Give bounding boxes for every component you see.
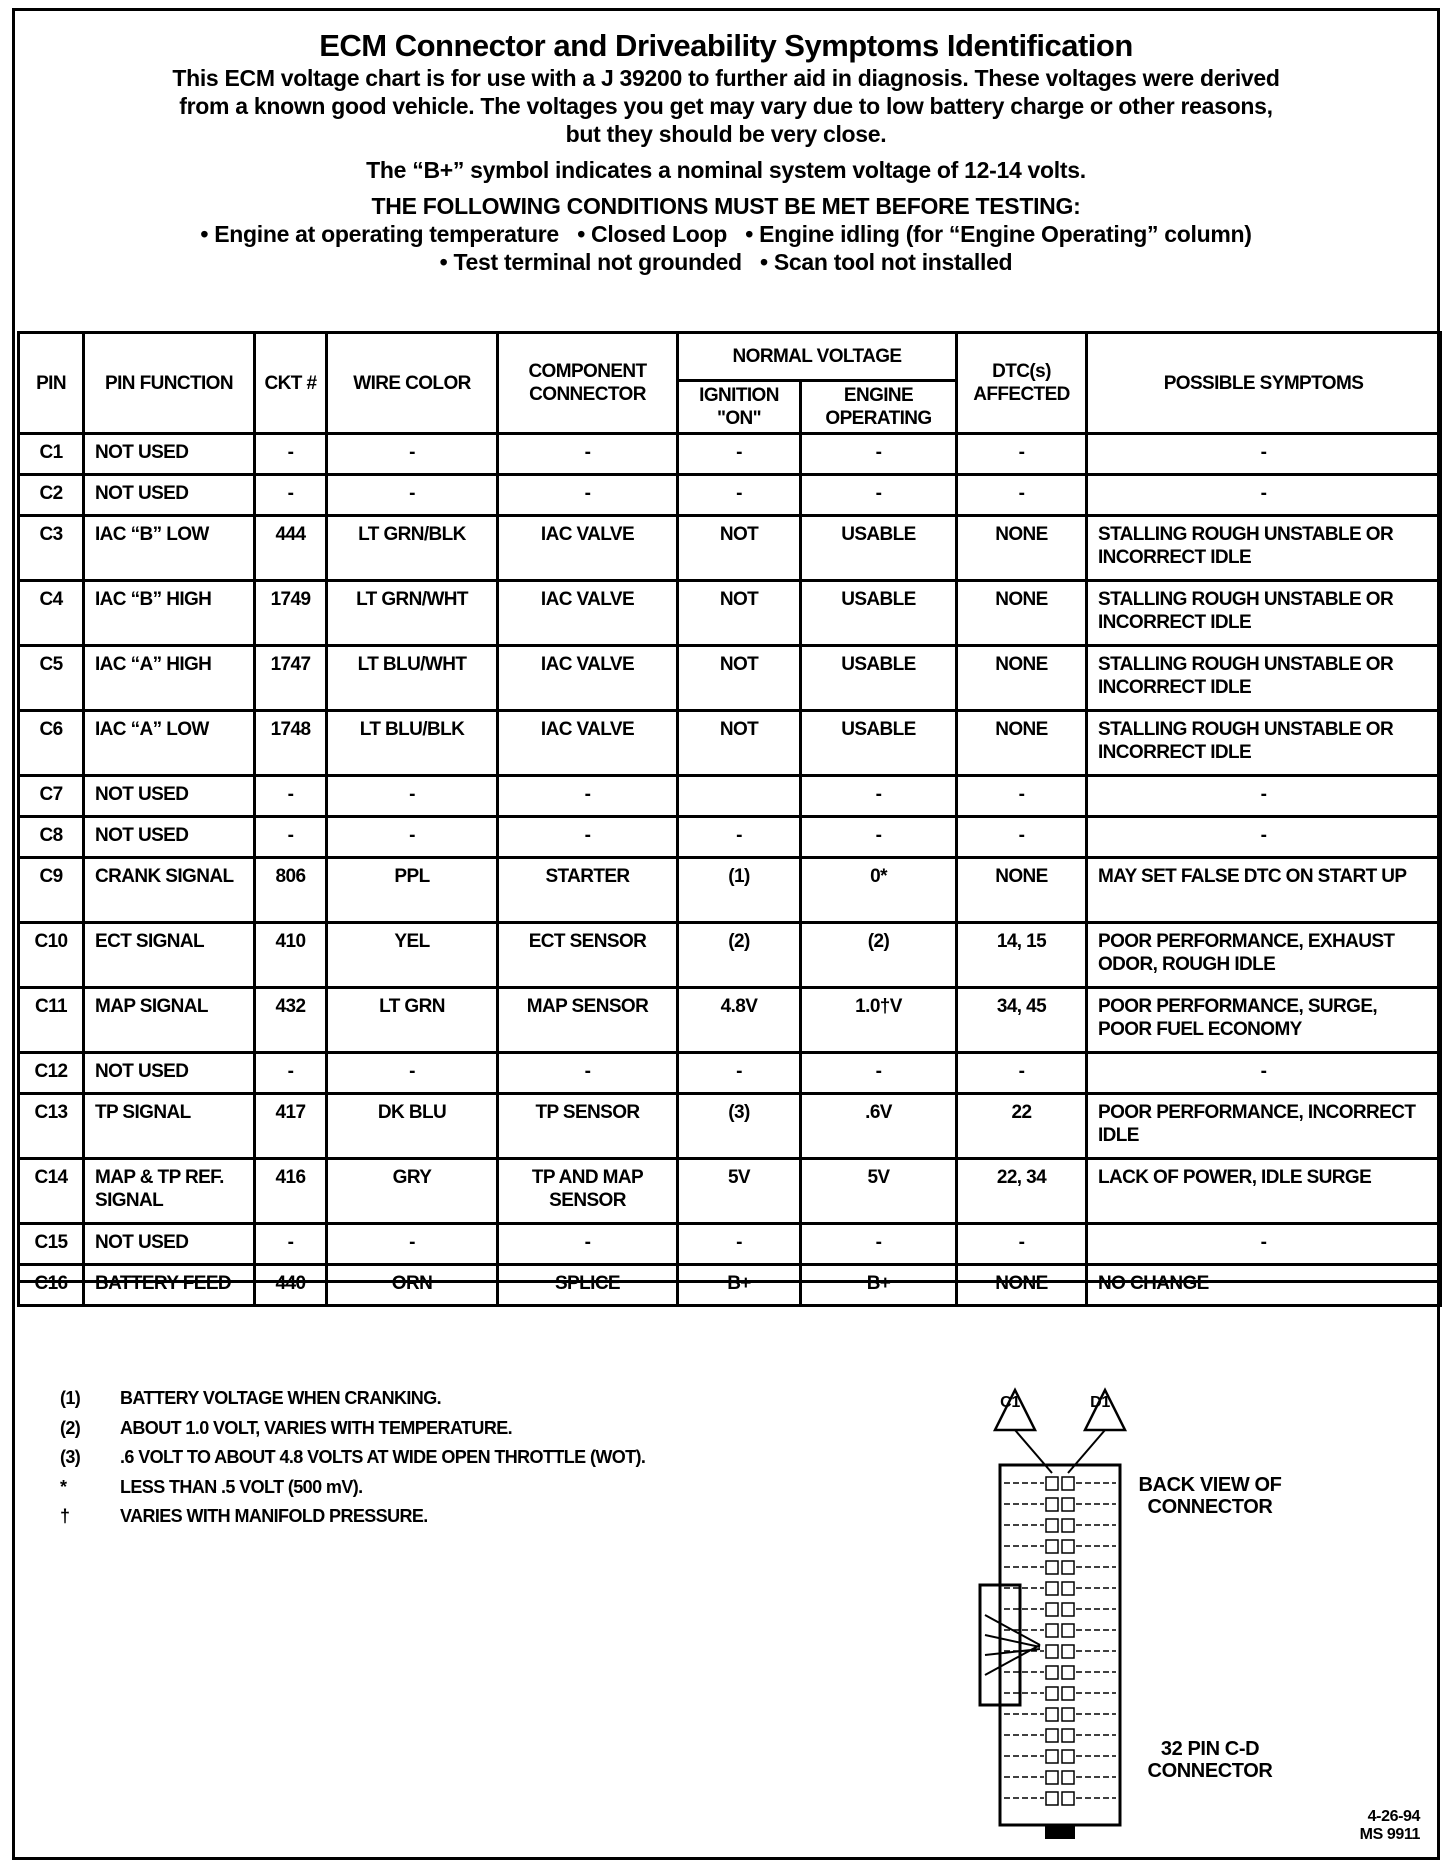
cell-component: - xyxy=(498,475,678,516)
cell-wire-color: LT BLU/WHT xyxy=(327,646,498,711)
cell-wire-color: PPL xyxy=(327,858,498,923)
cell-pin-function: IAC “B” LOW xyxy=(84,516,255,581)
cell-pin: C15 xyxy=(19,1224,84,1265)
cell-pin: C10 xyxy=(19,923,84,988)
cell-symptoms: POOR PERFORMANCE, SURGE, POOR FUEL ECONOMY xyxy=(1087,988,1441,1053)
header-normal-voltage: NORMAL VOLTAGE xyxy=(678,333,957,381)
header-symptoms: POSSIBLE SYMPTOMS xyxy=(1087,333,1441,434)
connector-label: 32 PIN C-D CONNECTOR xyxy=(1147,1738,1273,1782)
footnote-text: .6 VOLT TO ABOUT 4.8 VOLTS AT WIDE OPEN THROTTLE (WOT). xyxy=(120,1447,646,1467)
table-row xyxy=(19,711,1441,776)
cell-engine-operating-voltage: USABLE xyxy=(801,581,957,646)
cell-pin: C11 xyxy=(19,988,84,1053)
cell-pin: C13 xyxy=(19,1094,84,1159)
cell-symptoms: STALLING ROUGH UNSTABLE OR INCORRECT IDLE xyxy=(1087,516,1441,581)
cell-ckt: - xyxy=(255,1053,327,1094)
cell-ckt: 444 xyxy=(255,516,327,581)
footnote-mark: (1) xyxy=(60,1388,81,1408)
cell-component: ECT SENSOR xyxy=(498,923,678,988)
cell-symptoms: - xyxy=(1087,475,1441,516)
cell-ignition-on-voltage: (3) xyxy=(678,1094,801,1159)
cell-symptoms: - xyxy=(1087,434,1441,475)
intro-line: from a known good vehicle. The voltages you get may vary due to low battery charge or other reasons, xyxy=(179,93,1273,119)
cell-pin-function: NOT USED xyxy=(84,475,255,516)
pin-d1-label: D1 xyxy=(1090,1394,1110,1411)
footnote-text: LESS THAN .5 VOLT (500 mV). xyxy=(120,1476,363,1497)
table-row xyxy=(19,776,1441,817)
cell-symptoms: - xyxy=(1087,776,1441,817)
cell-ignition-on-voltage: B+ xyxy=(678,1265,801,1306)
cell-pin-function: IAC “B” HIGH xyxy=(84,581,255,646)
cell-engine-operating-voltage: USABLE xyxy=(801,646,957,711)
cell-pin: C2 xyxy=(19,475,84,516)
table-row xyxy=(19,1159,1441,1224)
cell-wire-color: LT GRN/WHT xyxy=(327,581,498,646)
cell-wire-color: - xyxy=(327,1053,498,1094)
cell-pin-function: ECT SIGNAL xyxy=(84,923,255,988)
conditions-heading: THE FOLLOWING CONDITIONS MUST BE MET BEFORE TESTING: xyxy=(371,193,1081,219)
cell-ckt: 1748 xyxy=(255,711,327,776)
cell-dtc: - xyxy=(957,776,1087,817)
cell-engine-operating-voltage: B+ xyxy=(801,1265,957,1306)
cell-symptoms: NO CHANGE xyxy=(1087,1265,1441,1306)
cell-wire-color: YEL xyxy=(327,923,498,988)
table-row xyxy=(19,1265,1441,1306)
footnote xyxy=(60,1443,645,1473)
cell-pin-function: NOT USED xyxy=(84,1053,255,1094)
cell-engine-operating-voltage: (2) xyxy=(801,923,957,988)
cell-dtc: - xyxy=(957,475,1087,516)
cell-pin-function: NOT USED xyxy=(84,434,255,475)
cell-pin: C1 xyxy=(19,434,84,475)
cell-wire-color: - xyxy=(327,475,498,516)
cell-component: STARTER xyxy=(498,858,678,923)
cell-component: IAC VALVE xyxy=(498,516,678,581)
cell-engine-operating-voltage: - xyxy=(801,475,957,516)
cell-pin-function: MAP SIGNAL xyxy=(84,988,255,1053)
table-row xyxy=(19,1224,1441,1265)
bplus-note: The “B+” symbol indicates a nominal system voltage of 12-14 volts. xyxy=(366,157,1086,183)
cell-pin-function: IAC “A” LOW xyxy=(84,711,255,776)
cell-ckt: - xyxy=(255,434,327,475)
table-row xyxy=(19,817,1441,858)
header-pin-function: PIN FUNCTION xyxy=(84,333,255,434)
cell-ignition-on-voltage: (1) xyxy=(678,858,801,923)
cell-pin: C6 xyxy=(19,711,84,776)
cell-engine-operating-voltage: 1.0†V xyxy=(801,988,957,1053)
footnote-mark: (2) xyxy=(60,1417,81,1438)
cell-ignition-on-voltage: - xyxy=(678,434,801,475)
cell-symptoms: - xyxy=(1087,1053,1441,1094)
cell-component: IAC VALVE xyxy=(498,581,678,646)
cell-pin: C12 xyxy=(19,1053,84,1094)
conditions-line: • Test terminal not grounded • Scan tool not installed xyxy=(439,249,1013,275)
conditions-line: • Engine at operating temperature • Closed Loop • Engine idling (for “Engine Operating” column) xyxy=(200,221,1252,247)
cell-pin-function: MAP & TP REF. SIGNAL xyxy=(84,1159,255,1224)
cell-ignition-on-voltage: 5V xyxy=(678,1159,801,1224)
chart-header xyxy=(12,20,1440,276)
cell-wire-color: LT GRN xyxy=(327,988,498,1053)
cell-ckt: 432 xyxy=(255,988,327,1053)
cell-engine-operating-voltage: USABLE xyxy=(801,711,957,776)
footnote-mark: * xyxy=(60,1476,67,1497)
cell-component: - xyxy=(498,1224,678,1265)
table-row xyxy=(19,646,1441,711)
divider xyxy=(17,1280,1439,1283)
ref-label: MS 9911 xyxy=(1359,1826,1420,1843)
cell-dtc: NONE xyxy=(957,711,1087,776)
cell-wire-color: - xyxy=(327,1224,498,1265)
cell-dtc: 22 xyxy=(957,1094,1087,1159)
cell-symptoms: STALLING ROUGH UNSTABLE OR INCORRECT IDLE xyxy=(1087,581,1441,646)
cell-ignition-on-voltage: NOT xyxy=(678,581,801,646)
cell-ignition-on-voltage: - xyxy=(678,1224,801,1265)
cell-wire-color: GRY xyxy=(327,1159,498,1224)
cell-ignition-on-voltage: NOT xyxy=(678,711,801,776)
cell-dtc: - xyxy=(957,1053,1087,1094)
header-component-connector: COMPONENT CONNECTOR xyxy=(498,333,678,434)
cell-ckt: 410 xyxy=(255,923,327,988)
intro-line: but they should be very close. xyxy=(565,121,887,147)
table-row xyxy=(19,434,1441,475)
cell-component: MAP SENSOR xyxy=(498,988,678,1053)
cell-symptoms: LACK OF POWER, IDLE SURGE xyxy=(1087,1159,1441,1224)
table-row xyxy=(19,923,1441,988)
cell-ignition-on-voltage: - xyxy=(678,475,801,516)
cell-component: IAC VALVE xyxy=(498,711,678,776)
header-ckt: CKT # xyxy=(255,333,327,434)
table-row xyxy=(19,1053,1441,1094)
cell-engine-operating-voltage: - xyxy=(801,1224,957,1265)
cell-component: TP SENSOR xyxy=(498,1094,678,1159)
cell-engine-operating-voltage: .6V xyxy=(801,1094,957,1159)
footnote-text: BATTERY VOLTAGE WHEN CRANKING. xyxy=(120,1388,441,1408)
cell-symptoms: POOR PERFORMANCE, EXHAUST ODOR, ROUGH IDLE xyxy=(1087,923,1441,988)
cell-component: - xyxy=(498,817,678,858)
cell-ckt: 416 xyxy=(255,1159,327,1224)
cell-component: SPLICE xyxy=(498,1265,678,1306)
cell-ckt: 1749 xyxy=(255,581,327,646)
cell-ignition-on-voltage xyxy=(678,776,801,817)
ecm-pin-table xyxy=(17,331,1442,1307)
table-row xyxy=(19,581,1441,646)
pin-c1-label: C1 xyxy=(1000,1394,1020,1411)
page-title: ECM Connector and Driveability Symptoms Identification xyxy=(319,28,1133,63)
footnote-mark: (3) xyxy=(60,1447,81,1467)
cell-symptoms: MAY SET FALSE DTC ON START UP xyxy=(1087,858,1441,923)
cell-dtc: NONE xyxy=(957,1265,1087,1306)
cell-ignition-on-voltage: - xyxy=(678,817,801,858)
cell-component: IAC VALVE xyxy=(498,646,678,711)
cell-ignition-on-voltage: NOT xyxy=(678,516,801,581)
cell-wire-color: DK BLU xyxy=(327,1094,498,1159)
cell-dtc: 22, 34 xyxy=(957,1159,1087,1224)
header-dtc: DTC(s) AFFECTED xyxy=(957,333,1087,434)
cell-pin: C16 xyxy=(19,1265,84,1306)
cell-wire-color: LT GRN/BLK xyxy=(327,516,498,581)
cell-component: - xyxy=(498,1053,678,1094)
cell-component: - xyxy=(498,776,678,817)
footnote-text: VARIES WITH MANIFOLD PRESSURE. xyxy=(120,1506,428,1526)
cell-pin: C8 xyxy=(19,817,84,858)
intro-line: This ECM voltage chart is for use with a J 39200 to further aid in diagnosis. These voltages were derived xyxy=(172,65,1280,91)
cell-ckt: 806 xyxy=(255,858,327,923)
header-ignition-on: IGNITION "ON" xyxy=(678,381,801,434)
cell-pin: C4 xyxy=(19,581,84,646)
cell-engine-operating-voltage: 0* xyxy=(801,858,957,923)
cell-dtc: 14, 15 xyxy=(957,923,1087,988)
cell-pin-function: BATTERY FEED xyxy=(84,1265,255,1306)
footnote xyxy=(60,1502,645,1532)
cell-wire-color: - xyxy=(327,817,498,858)
cell-ckt: 417 xyxy=(255,1094,327,1159)
header-engine-operating: ENGINE OPERATING xyxy=(801,381,957,434)
table-row xyxy=(19,516,1441,581)
cell-component: - xyxy=(498,434,678,475)
header-wire-color: WIRE COLOR xyxy=(327,333,498,434)
cell-engine-operating-voltage: USABLE xyxy=(801,516,957,581)
cell-pin: C3 xyxy=(19,516,84,581)
cell-pin: C9 xyxy=(19,858,84,923)
cell-pin-function: NOT USED xyxy=(84,776,255,817)
cell-ckt: 1747 xyxy=(255,646,327,711)
connector-diagram-icon xyxy=(960,1385,1160,1855)
cell-symptoms: STALLING ROUGH UNSTABLE OR INCORRECT IDLE xyxy=(1087,646,1441,711)
cell-symptoms: STALLING ROUGH UNSTABLE OR INCORRECT IDLE xyxy=(1087,711,1441,776)
table-row xyxy=(19,1094,1441,1159)
cell-ckt: - xyxy=(255,1224,327,1265)
cell-pin-function: CRANK SIGNAL xyxy=(84,858,255,923)
cell-symptoms: POOR PERFORMANCE, INCORRECT IDLE xyxy=(1087,1094,1441,1159)
footnote xyxy=(60,1473,645,1503)
header-pin: PIN xyxy=(19,333,84,434)
table-row xyxy=(19,475,1441,516)
cell-pin-function: NOT USED xyxy=(84,817,255,858)
cell-ckt: - xyxy=(255,817,327,858)
cell-wire-color: - xyxy=(327,434,498,475)
cell-ignition-on-voltage: (2) xyxy=(678,923,801,988)
cell-dtc: - xyxy=(957,434,1087,475)
cell-dtc: NONE xyxy=(957,858,1087,923)
cell-dtc: - xyxy=(957,1224,1087,1265)
cell-pin: C5 xyxy=(19,646,84,711)
cell-wire-color: LT BLU/BLK xyxy=(327,711,498,776)
cell-ckt: 440 xyxy=(255,1265,327,1306)
cell-ckt: - xyxy=(255,776,327,817)
cell-engine-operating-voltage: - xyxy=(801,1053,957,1094)
cell-engine-operating-voltage: - xyxy=(801,434,957,475)
table-row xyxy=(19,988,1441,1053)
cell-dtc: - xyxy=(957,817,1087,858)
cell-pin: C7 xyxy=(19,776,84,817)
cell-dtc: NONE xyxy=(957,516,1087,581)
footnotes xyxy=(60,1384,645,1532)
date-label: 4-26-94 xyxy=(1367,1808,1420,1825)
cell-component: TP AND MAP SENSOR xyxy=(498,1159,678,1224)
cell-dtc: NONE xyxy=(957,581,1087,646)
cell-ignition-on-voltage: NOT xyxy=(678,646,801,711)
footnote xyxy=(60,1384,645,1414)
cell-wire-color: ORN xyxy=(327,1265,498,1306)
cell-dtc: NONE xyxy=(957,646,1087,711)
cell-symptoms: - xyxy=(1087,1224,1441,1265)
table-row xyxy=(19,858,1441,923)
cell-ckt: - xyxy=(255,475,327,516)
cell-wire-color: - xyxy=(327,776,498,817)
cell-pin: C14 xyxy=(19,1159,84,1224)
cell-engine-operating-voltage: - xyxy=(801,817,957,858)
cell-pin-function: IAC “A” HIGH xyxy=(84,646,255,711)
footnote xyxy=(60,1414,645,1444)
cell-symptoms: - xyxy=(1087,817,1441,858)
cell-engine-operating-voltage: - xyxy=(801,776,957,817)
cell-dtc: 34, 45 xyxy=(957,988,1087,1053)
back-view-label: BACK VIEW OF CONNECTOR xyxy=(1138,1474,1282,1518)
cell-engine-operating-voltage: 5V xyxy=(801,1159,957,1224)
footnote-mark: † xyxy=(60,1506,70,1526)
cell-ignition-on-voltage: - xyxy=(678,1053,801,1094)
cell-pin-function: TP SIGNAL xyxy=(84,1094,255,1159)
cell-ignition-on-voltage: 4.8V xyxy=(678,988,801,1053)
footnote-text: ABOUT 1.0 VOLT, VARIES WITH TEMPERATURE. xyxy=(120,1417,513,1438)
cell-pin-function: NOT USED xyxy=(84,1224,255,1265)
